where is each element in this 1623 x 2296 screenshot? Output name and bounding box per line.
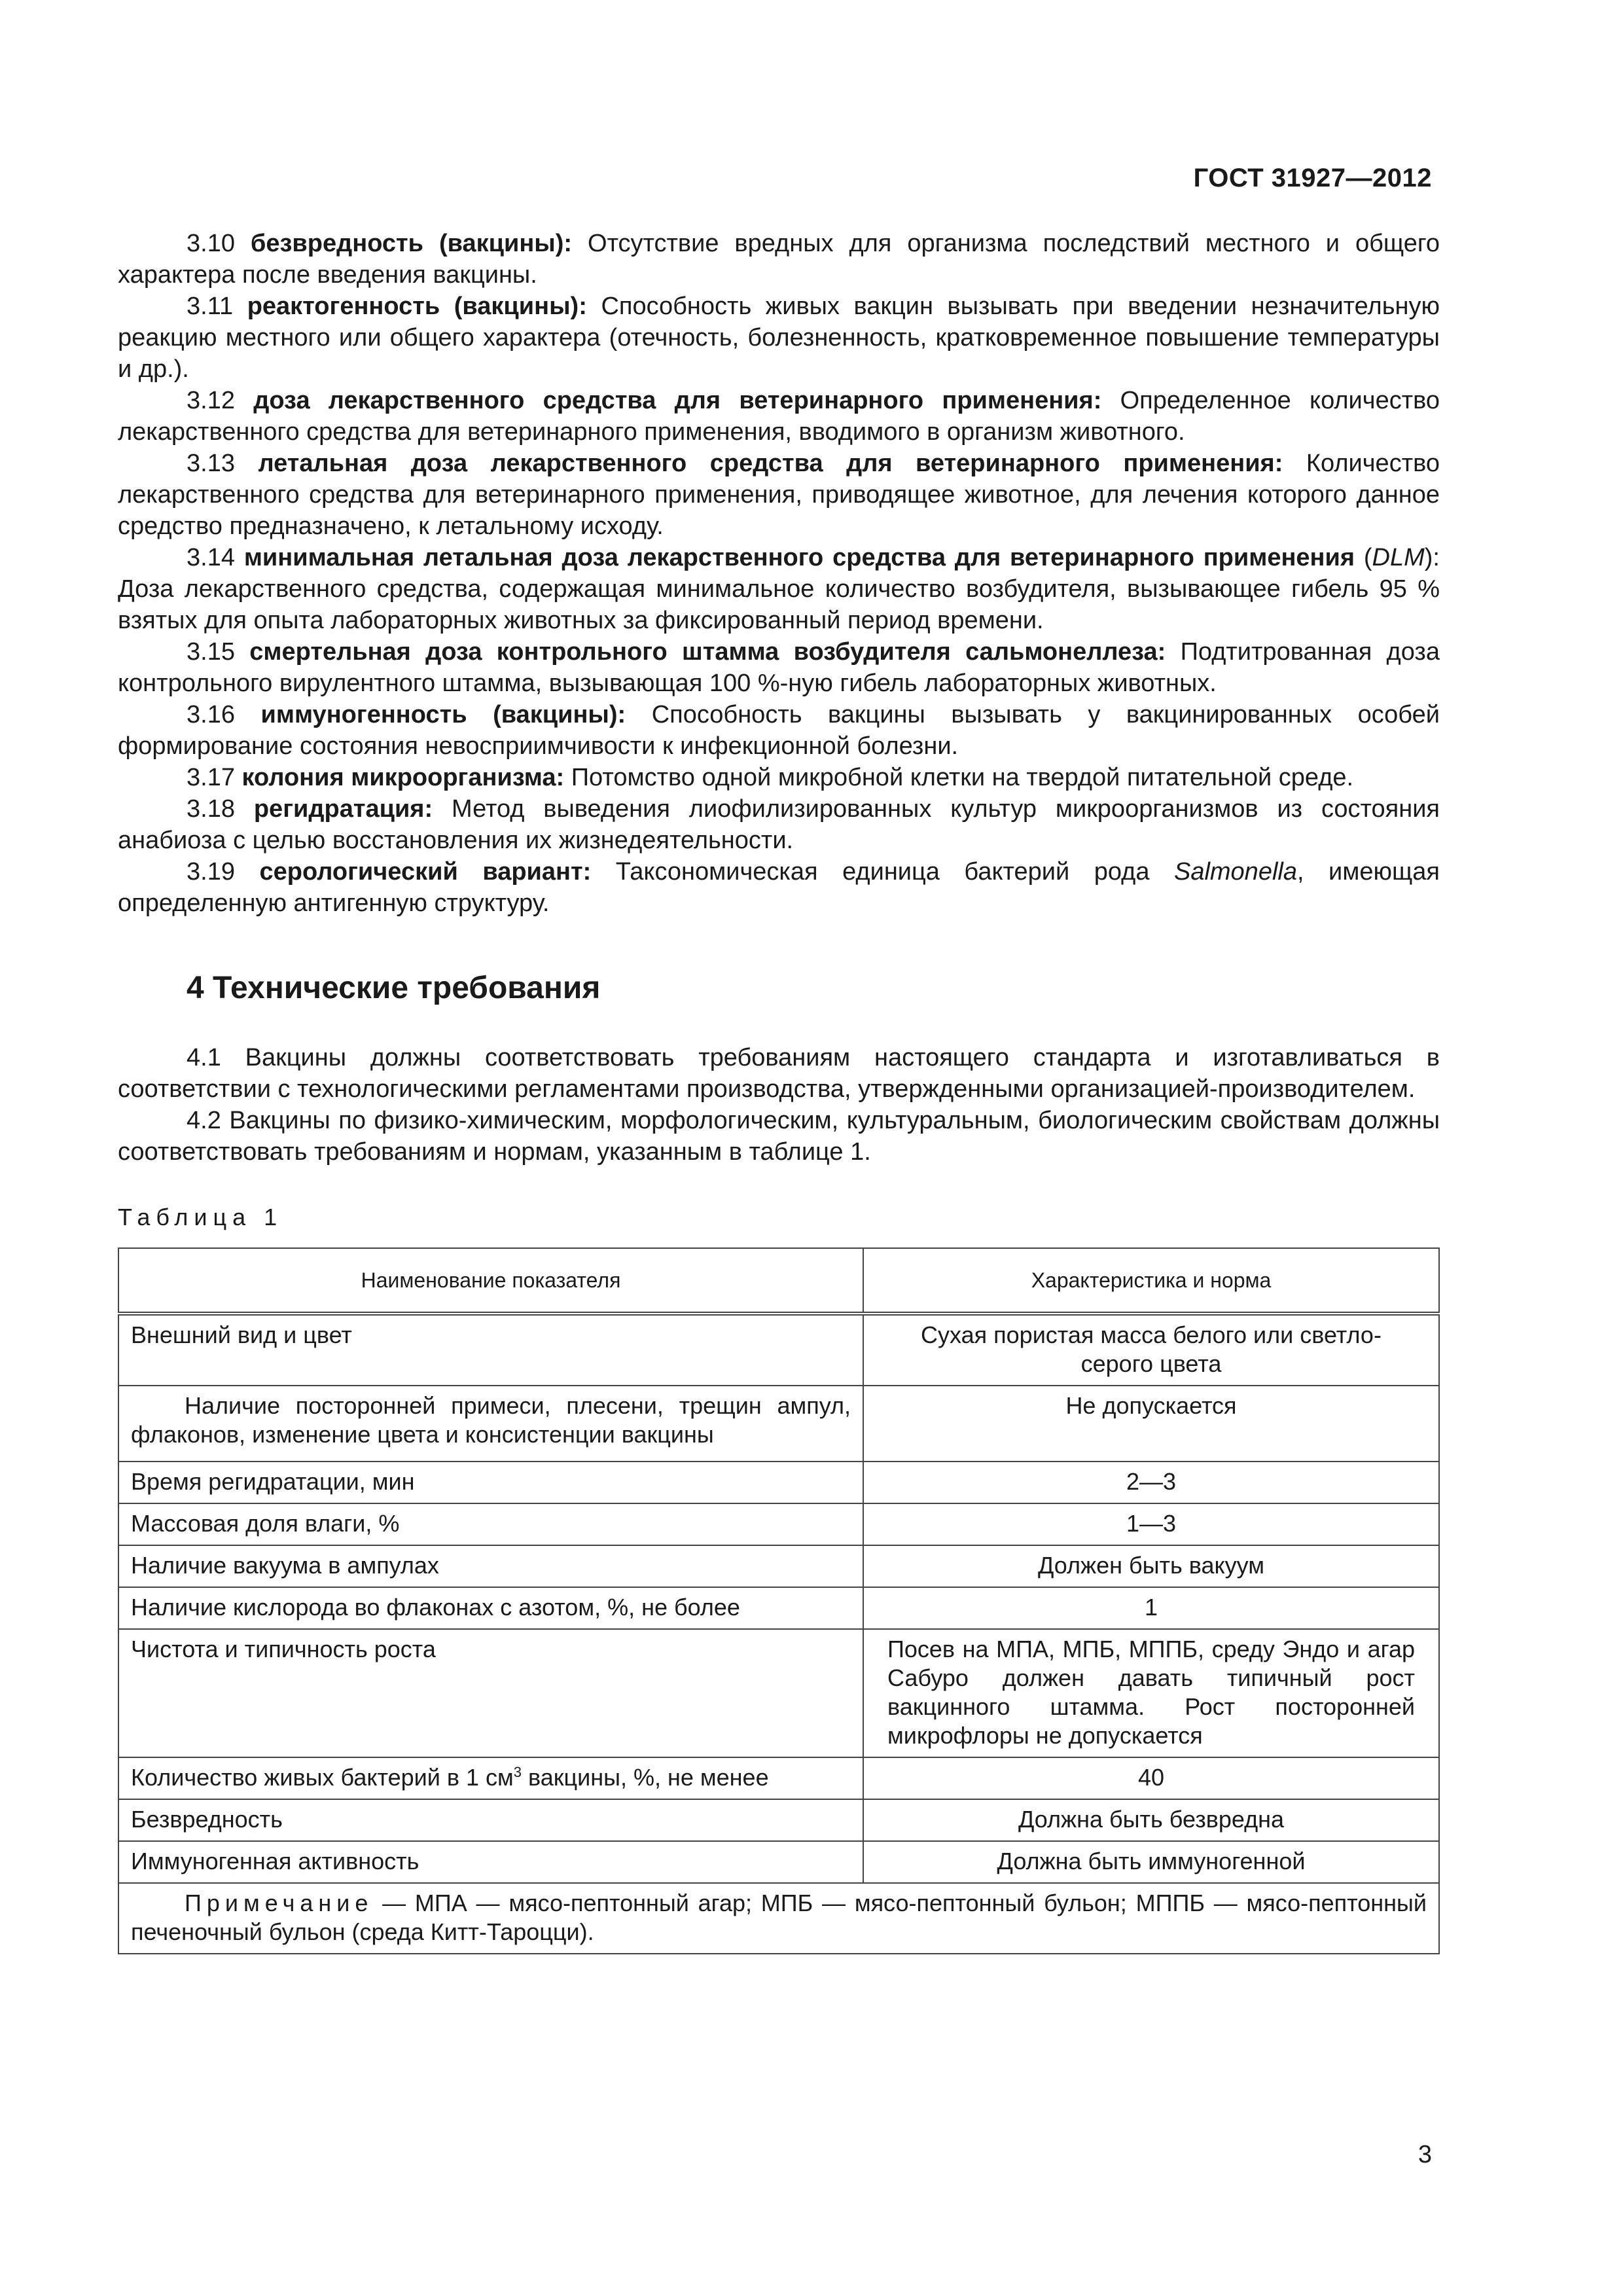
definition-3-16: 3.16 иммуногенность (вакцины): Способность вакцины вызывать у вакцинированных особей формирование состояния невосприимчивости к инфекционной болезни. (118, 701, 1440, 760)
genus-name: Salmonella (1173, 858, 1297, 886)
table-caption: Таблица 1 (118, 1204, 283, 1230)
definition-3-15: 3.15 смертельная доза контрольного штамма возбудителя сальмонеллеза: Подтитрованная доза контрольного вирулентного штамма, вызывающая 100 %-ную гибель лабораторных животных. (118, 638, 1440, 697)
definition-term: иммуногенность (вакцины): (260, 701, 626, 728)
norm-cell: 40 (863, 1757, 1439, 1799)
norm-cell: 2—3 (863, 1462, 1439, 1503)
definition-3-19: 3.19 серологический вариант: Таксономическая единица бактерий рода Salmonella, имеющая определенную антигенную структуру. (118, 858, 1440, 917)
definition-term: безвредность (вакцины): (250, 230, 573, 257)
definition-text: Подтитрованная доза контрольного вирулентного штамма, вызывающая 100 %-ную гибель лабораторных животных. (118, 638, 1440, 697)
table-row (118, 1503, 1439, 1545)
clause-4-2: 4.2 Вакцины по физико-химическим, морфологическим, культуральным, биологическим свойствам должны соответствовать требованиям и нормам, указанным в таблице 1. (118, 1107, 1440, 1166)
norm-cell: Должна быть безвредна (863, 1799, 1439, 1841)
indicator-cell: Массовая доля влаги, % (118, 1503, 863, 1545)
definition-text: Потомство одной микробной клетки на твердой питательной среде. (571, 764, 1354, 791)
indicator-cell: Внешний вид и цвет (118, 1314, 863, 1386)
norm-cell: Должна быть иммуногенной (863, 1841, 1439, 1883)
page-content (118, 228, 1440, 1954)
definition-text: Способность вакцины вызывать у вакцинированных особей формирование состояния невосприимчивости к инфекционной болезни. (118, 701, 1440, 760)
definition-term: колония микроорганизма: (241, 764, 565, 791)
note-text: — МПА — мясо-пептонный агар; МПБ — мясо-пептонный бульон; МППБ — мясо-пептонный печеночный бульон (среда Китт-Тароцци). (131, 1890, 1427, 1945)
indicator-cell: Наличие кислорода во флаконах с азотом, %, не более (118, 1587, 863, 1629)
definition-3-10: 3.10 безвредность (вакцины): Отсутствие вредных для организма последствий местного и общего характера после введения вакцины. (118, 230, 1440, 289)
table-note-row (118, 1883, 1439, 1954)
definition-term: регидратация: (253, 795, 433, 823)
requirements-table (118, 1247, 1440, 1954)
definition-3-11: 3.11 реактогенность (вакцины): Способность живых вакцин вызывать при введении незначительную реакцию местного или общего характера (отечность, болезненность, кратковременное повышение температуры и др.). (118, 293, 1440, 383)
definition-term: доза лекарственного средства для ветеринарного применения: (253, 387, 1102, 414)
norm-cell: Сухая пористая масса белого или светло-серого цвета (863, 1314, 1439, 1386)
definition-3-18: 3.18 регидратация: Метод выведения лиофилизированных культур микроорганизмов из состояния анабиоза с целью восстановления их жизнедеятельности. (118, 795, 1440, 854)
indicator-cell: Наличие посторонней примеси, плесени, трещин ампул, флаконов, изменение цвета и консистенции вакцины (118, 1386, 863, 1462)
table-note (118, 1883, 1439, 1954)
column-header-norm: Характеристика и норма (863, 1248, 1439, 1314)
definition-text: Отсутствие вредных для организма последствий местного и общего характера после введения вакцины. (118, 230, 1440, 289)
table-row (118, 1629, 1439, 1757)
definition-abbreviation: DLM (1372, 544, 1425, 571)
definition-text: Доза лекарственного средства, содержащая минимальное количество возбудителя, вызывающее гибель 95 % взятых для опыта лабораторных животных за фиксированный период времени. (118, 575, 1440, 634)
table-row (118, 1587, 1439, 1629)
definition-text: Метод выведения лиофилизированных культур микроорганизмов из состояния анабиоза с целью восстановления их жизнедеятельности. (118, 795, 1440, 854)
definition-term: летальная доза лекарственного средства для ветеринарного применения: (258, 450, 1283, 477)
clause-4-1: 4.1 Вакцины должны соответствовать требованиям настоящего стандарта и изготавливаться в соответствии с технологическими регламентами производства, утвержденными организацией-производителем. (118, 1044, 1440, 1103)
indicator-cell: Количество живых бактерий в 1 $см^3$ вакцины, %, не менее (118, 1757, 863, 1799)
definition-term: реактогенность (вакцины): (247, 293, 587, 320)
norm-cell: 1 (863, 1587, 1439, 1629)
definition-3-12: 3.12 доза лекарственного средства для ветеринарного применения: Определенное количество лекарственного средства для ветеринарного применения, вводимого в организм животного. (118, 387, 1440, 446)
definition-3-14: 3.14 минимальная летальная доза лекарственного средства для ветеринарного применения (DLM): Доза лекарственного средства, содержащая минимальное количество возбудителя, вызывающее гибель 95 % взятых для опыта лабораторных животных за фиксированный период времени. (118, 544, 1440, 634)
norm-cell: 1—3 (863, 1503, 1439, 1545)
definition-term: серологический вариант: (259, 858, 592, 886)
column-header-indicator: Наименование показателя (118, 1248, 863, 1314)
table-row (118, 1545, 1439, 1587)
page-number: 3 (1418, 2141, 1432, 2168)
definition-3-13: 3.13 летальная доза лекарственного средства для ветеринарного применения: Количество лекарственного средства для ветеринарного применения, приводящее животное, для лечения которого данное средство предназначено, к летальному исходу. (118, 450, 1440, 540)
indicator-cell: Безвредность (118, 1799, 863, 1841)
section-heading: 4 Технические требования (187, 971, 601, 1005)
norm-cell: Не допускается (863, 1386, 1439, 1462)
definition-text: Количество лекарственного средства для ветеринарного применения, приводящее животное, для лечения которого данное средство предназначено, к летальному исходу. (118, 450, 1440, 540)
definition-3-17: 3.17 колония микроорганизма: Потомство одной микробной клетки на твердой питательной среде. (187, 764, 1354, 791)
definition-term: смертельная доза контрольного штамма возбудителя сальмонеллеза: (249, 638, 1166, 666)
definition-text: Определенное количество лекарственного средства для ветеринарного применения, вводимого в организм животного. (118, 387, 1440, 446)
table-row (118, 1799, 1439, 1841)
table-row (118, 1386, 1439, 1462)
indicator-cell: Время регидратации, мин (118, 1462, 863, 1503)
standard-designation: ГОСТ 31927—2012 (1193, 164, 1432, 192)
norm-cell: Должен быть вакуум (863, 1545, 1439, 1587)
note-label: Примечание (185, 1890, 374, 1916)
table-header-row (118, 1248, 1439, 1314)
table-row (118, 1757, 1439, 1799)
indicator-cell: Чистота и типичность роста (118, 1629, 863, 1757)
indicator-cell: Иммуногенная активность (118, 1841, 863, 1883)
definition-text: Способность живых вакцин вызывать при введении незначительную реакцию местного или общего характера (отечность, болезненность, кратковременное повышение температуры и др.). (118, 293, 1440, 383)
table-row (118, 1314, 1439, 1386)
table-row (118, 1841, 1439, 1883)
table-row (118, 1462, 1439, 1503)
definition-term: минимальная летальная доза лекарственного средства для ветеринарного применения (243, 544, 1355, 571)
norm-cell: Посев на МПА, МПБ, МППБ, среду Эндо и агар Сабуро должен давать типичный рост вакцинного штамма. Рост посторонней микрофлоры не допускается (863, 1629, 1439, 1757)
indicator-cell: Наличие вакуума в ампулах (118, 1545, 863, 1587)
